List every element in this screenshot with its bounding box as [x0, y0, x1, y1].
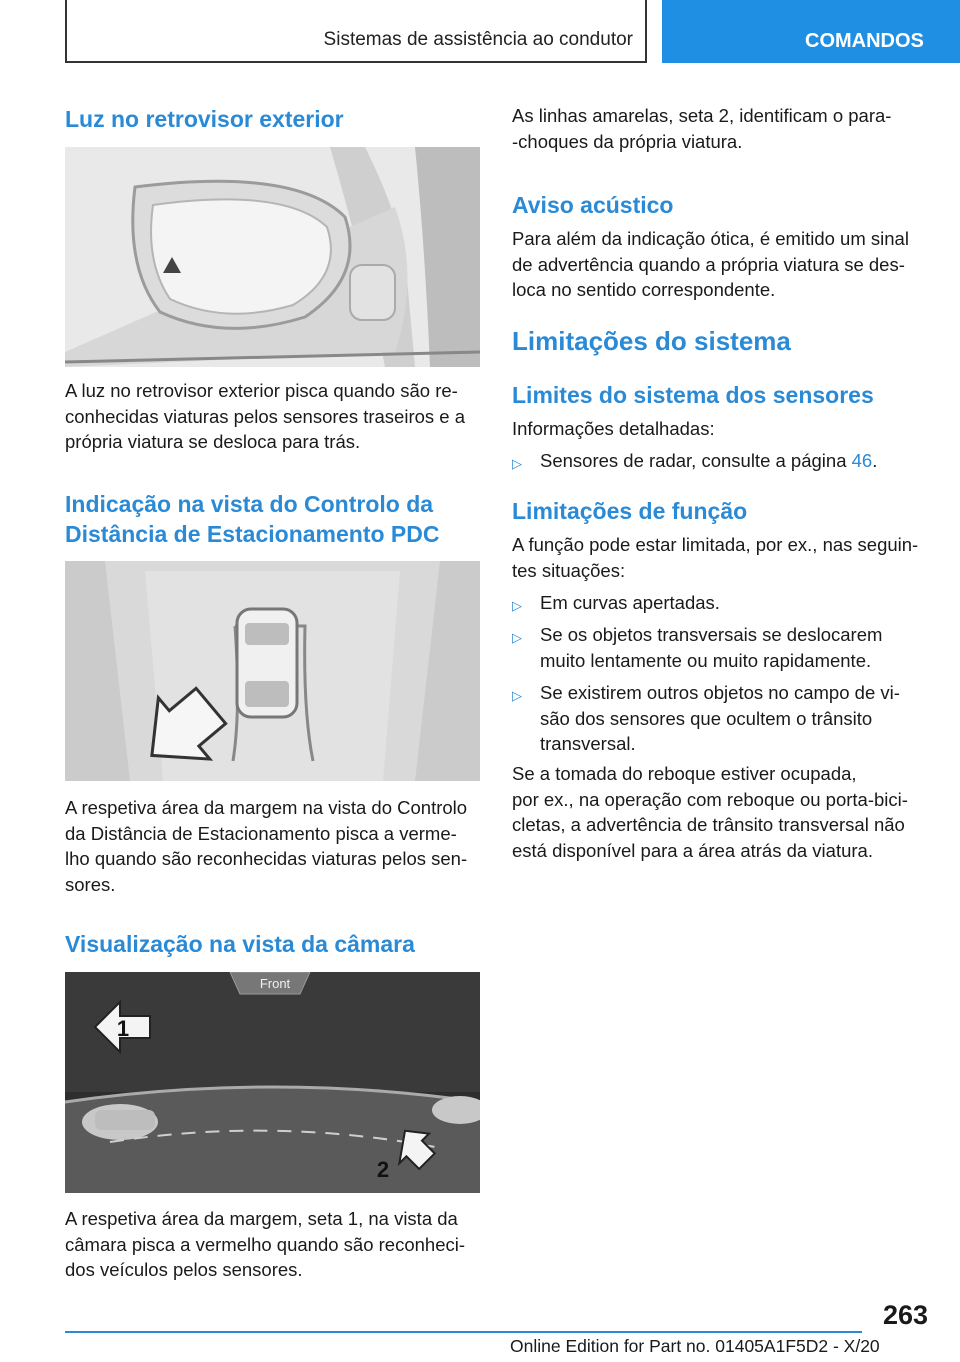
heading-system-limits: Limitações do sistema: [512, 326, 791, 356]
acoustic-text: [512, 226, 932, 303]
arrow-1-label: 1: [116, 1016, 130, 1041]
trailer-text-line: Se a tomada do reboque estiver ocupada,: [512, 763, 857, 784]
heading-mirror-light: Luz no retrovisor exterior: [65, 106, 344, 132]
pdc-text-line: lho quando são reconhecidas viaturas pelos sen-: [65, 848, 468, 869]
pdc-text-line: sores.: [65, 873, 116, 895]
yellow-lines-text-line: -choques da própria viatura.: [512, 130, 743, 152]
footer-edition: Online Edition for Part no. 01405A1F5D2 - X/20: [510, 1336, 880, 1356]
bullet-curves-line: Em curvas apertadas.: [540, 592, 720, 613]
pdc-text-line: A respetiva área da margem na vista do Controlo: [65, 797, 468, 818]
trailer-text-line: está disponível para a área atrás da viatura.: [512, 839, 873, 861]
bullet-other-objects: [512, 680, 900, 757]
page-46-link[interactable]: 46: [851, 450, 873, 471]
heading-pdc: [65, 489, 440, 549]
heading-acoustic-warning: Aviso acústico: [512, 192, 674, 218]
trailer-text: [512, 761, 932, 863]
camera-text-line: câmara pisca a vermelho quando são reconheci-: [65, 1233, 466, 1255]
header-section-title: Sistemas de assistência ao condutor: [323, 29, 633, 50]
camera-text-line: dos veículos pelos sensores.: [65, 1259, 303, 1280]
pdc-image: [65, 561, 480, 781]
mirror-text-line: A luz no retrovisor exterior pisca quando são re-: [65, 380, 458, 401]
acoustic-text-line: Para além da indicação ótica, é emitido um sinal: [512, 228, 909, 249]
bullet-radar-end: .: [872, 450, 878, 471]
camera-illustration: [65, 972, 480, 1193]
camera-front-label: Front: [259, 976, 291, 991]
bullet-triangle-icon: ▷: [512, 456, 522, 471]
camera-text: [65, 1206, 480, 1283]
mirror-text-line: conhecidas viaturas pelos sensores traseiros e a: [65, 405, 466, 427]
heading-camera-view: Visualização na vista da câmara: [65, 931, 415, 957]
heading-sensor-limits: Limites do sistema dos sensores: [512, 382, 874, 408]
bullet-cross-objects: [512, 622, 882, 673]
function-text-line: tes situações:: [512, 559, 626, 581]
yellow-lines-text: [512, 103, 932, 154]
bullet-other-objects-line: são dos sensores que ocultem o trânsito: [540, 707, 873, 729]
pdc-text: [65, 795, 480, 897]
acoustic-text-line: de advertência quando a própria viatura se des-: [512, 253, 905, 275]
page-number: 263: [882, 1300, 928, 1330]
bullet-other-objects-line: Se existirem outros objetos no campo de vi-: [540, 682, 900, 703]
bullet-radar: [512, 448, 877, 477]
header-section: [65, 0, 647, 63]
trailer-text-line: por ex., na operação com reboque ou porta-bici-: [512, 788, 908, 810]
trailer-text-line: cletas, a advertência de trânsito transversal não: [512, 814, 905, 835]
bullet-radar-label: Sensores de radar, consulte a página: [540, 450, 852, 471]
heading-function-limits: Limitações de função: [512, 498, 748, 524]
heading-pdc-line: Indicação na vista do Controlo da: [65, 491, 434, 517]
details-text: Informações detalhadas:: [512, 418, 715, 439]
bullet-radar-text: [540, 448, 877, 477]
function-text: [512, 532, 932, 583]
pdc-illustration: [65, 561, 480, 781]
bullet-other-objects-line: transversal.: [540, 733, 636, 754]
bullet-cross-objects-line: muito lentamente ou muito rapidamente.: [540, 649, 872, 671]
camera-image: [65, 972, 480, 1193]
bullet-triangle-icon: ▷: [512, 688, 522, 703]
header-chapter: [662, 0, 960, 63]
footer-rule: [65, 1331, 862, 1333]
bullet-triangle-icon: ▷: [512, 598, 522, 613]
bullet-cross-objects-line: Se os objetos transversais se deslocarem: [540, 624, 883, 645]
arrow-2-label: 2: [376, 1157, 390, 1182]
bullet-curves: [512, 590, 720, 619]
mirror-text-line: própria viatura se desloca para trás.: [65, 431, 361, 452]
bullet-triangle-icon: ▷: [512, 630, 522, 645]
heading-pdc-line: Distância de Estacionamento PDC: [65, 521, 440, 547]
pdc-text-line: da Distância de Estacionamento pisca a verme-: [65, 822, 457, 844]
function-text-line: A função pode estar limitada, por ex., nas seguin-: [512, 534, 919, 555]
yellow-lines-text-line: As linhas amarelas, seta 2, identificam o para-: [512, 105, 892, 126]
camera-text-line: A respetiva área da margem, seta 1, na vista da: [65, 1208, 458, 1229]
header-chapter-title: COMANDOS: [805, 30, 924, 52]
mirror-image: [65, 147, 480, 367]
acoustic-text-line: loca no sentido correspondente.: [512, 279, 776, 300]
mirror-text: [65, 378, 480, 455]
mirror-illustration: [65, 147, 480, 367]
